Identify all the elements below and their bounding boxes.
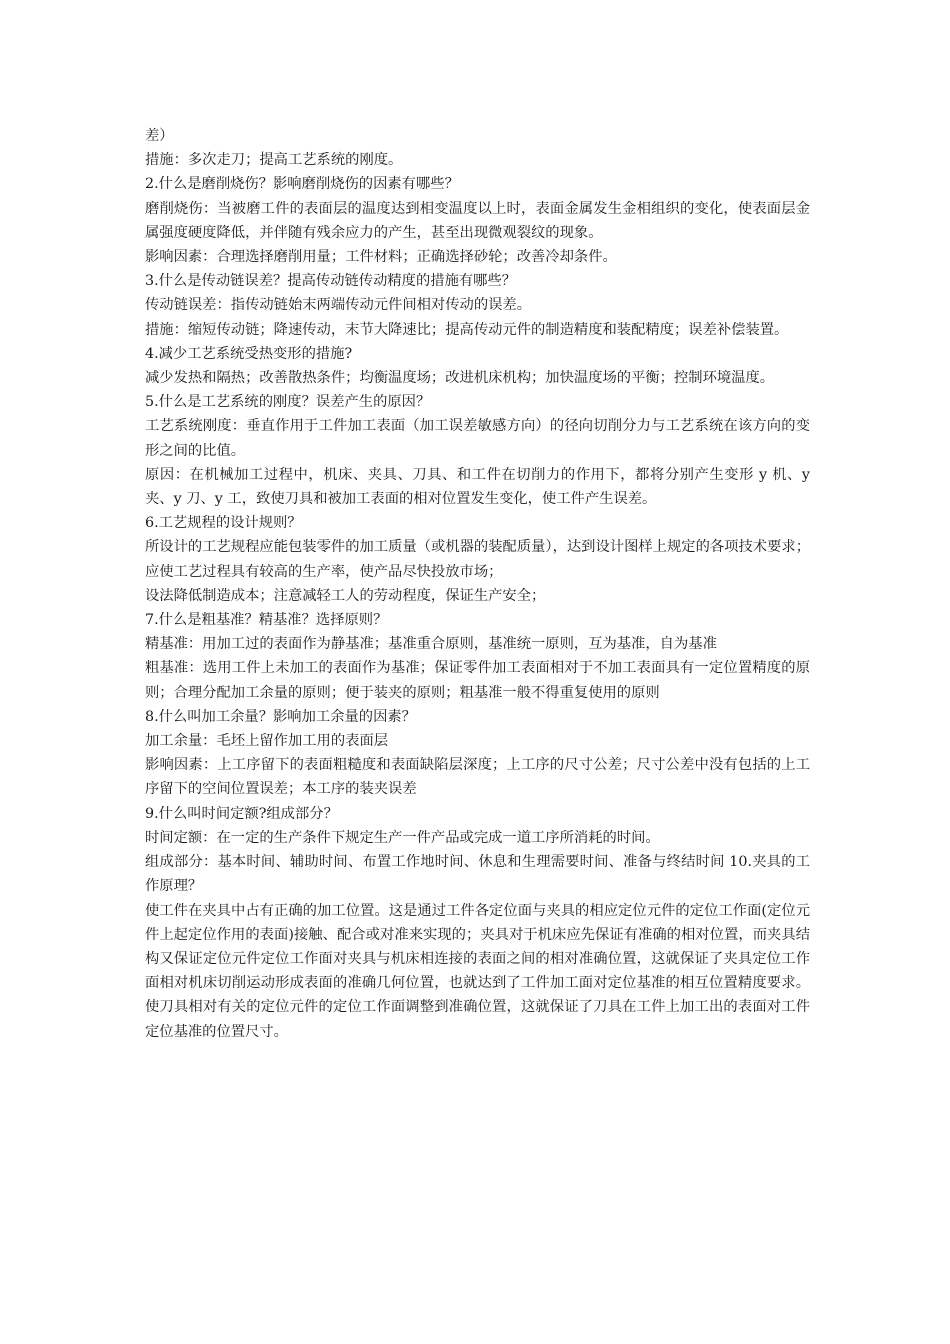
- paragraph: 差）: [145, 128, 174, 144]
- paragraph: 磨削烧伤：当被磨工件的表面层的温度达到相变温度以上时，表面金属发生金相组织的变化，使表面层金属强度硬度降低，并伴随有残余应力的产生，甚至出现微观裂纹的现象。: [145, 200, 810, 241]
- paragraph: 原因：在机械加工过程中，机床、夹具、刀具、和工件在切削力的作用下，都将分别产生变形 y 机、y 夹、y 刀、y 工，致使刀具和被加工表面的相对位置发生变化，使工件产生误差。: [145, 466, 810, 508]
- paragraph: 设法降低制造成本；注意减轻工人的劳动程度，保证生产安全；: [145, 587, 546, 604]
- question-heading: 3.什么是传动链误差？提高传动链传动精度的措施有哪些？: [145, 273, 517, 290]
- paragraph: 精基准：用加工过的表面作为静基准；基准重合原则，基准统一原则，互为基准，自为基准: [145, 636, 717, 653]
- paragraph: 组成部分：基本时间、辅助时间、布置工作地时间、休息和生理需要时间、准备与终结时间 10.夹具的工作原理？: [145, 854, 810, 895]
- question-heading: 2.什么是磨削烧伤？影响磨削烧伤的因素有哪些？: [145, 176, 459, 193]
- paragraph: 加工余量：毛坯上留作加工用的表面层: [145, 733, 389, 750]
- paragraph: 粗基准：选用工件上未加工的表面作为基准；保证零件加工表面相对于不加工表面具有一定位置精度的原则；合理分配加工余量的原则；便于装夹的原则；粗基准一般不得重复使用的原则: [145, 660, 810, 701]
- question-heading: 4.减少工艺系统受热变形的措施?: [145, 345, 353, 362]
- question-heading: 8.什么叫加工余量？影响加工余量的因素？: [145, 708, 416, 725]
- paragraph: 使工件在夹具中占有正确的加工位置。这是通过工件各定位面与夹具的相应定位元件的定位工作面(定位元件上起定位作用的表面)接触、配合或对准来实现的；夹具对于机床应先保证有准确的相对位置，而夹具结构又保证定位元件定位工作面对夹具与机床相连接的表面之间的相对准确位置，这就保证了夹具定位工作面相对机床切削运动形成表面的准确几何位置，也就达到了工件加工面对定位基准的相互位置精度要求。使刀具相对有关的定位元件的定位工作面调整到准确位置，这就保证了刀具在工件上加工出的表面对工件定位基准的位置尺寸。: [145, 902, 810, 1040]
- question-heading: 9.什么叫时间定额?组成部分？: [145, 805, 338, 822]
- paragraph: 所设计的工艺规程应能包装零件的加工质量（或机器的装配质量），达到设计图样上规定的各项技术要求；应使工艺过程具有较高的生产率，使产品尽快投放市场；: [145, 539, 810, 580]
- document-page: [145, 124, 810, 1044]
- paragraph: 措施：缩短传动链；降速传动，末节大降速比；提高传动元件的制造精度和装配精度；误差补偿装置。: [145, 321, 789, 338]
- paragraph: 影响因素：上工序留下的表面粗糙度和表面缺陷层深度；上工序的尺寸公差；尺寸公差中没有包括的上工序留下的空间位置误差；本工序的装夹误差: [145, 757, 810, 798]
- question-heading: 5.什么是工艺系统的刚度？误差产生的原因？: [145, 394, 431, 411]
- question-heading: 7.什么是粗基准？精基准？选择原则？: [145, 612, 388, 629]
- paragraph: 工艺系统刚度：垂直作用于工件加工表面（加工误差敏感方向）的径向切削分力与工艺系统在该方向的变形之间的比值。: [145, 418, 810, 459]
- paragraph: 传动链误差：指传动链始末两端传动元件间相对传动的误差。: [145, 297, 532, 314]
- paragraph: 影响因素：合理选择磨削用量；工件材料；正确选择砂轮；改善冷却条件。: [145, 249, 617, 266]
- question-heading: 6.工艺规程的设计规则？: [145, 515, 302, 532]
- paragraph: 时间定额：在一定的生产条件下规定生产一件产品或完成一道工序所消耗的时间。: [145, 829, 660, 846]
- paragraph: 措施：多次走刀；提高工艺系统的刚度。: [145, 152, 403, 169]
- paragraph: 减少发热和隔热；改善散热条件；均衡温度场；改进机床机构；加快温度场的平衡；控制环境温度。: [145, 370, 775, 387]
